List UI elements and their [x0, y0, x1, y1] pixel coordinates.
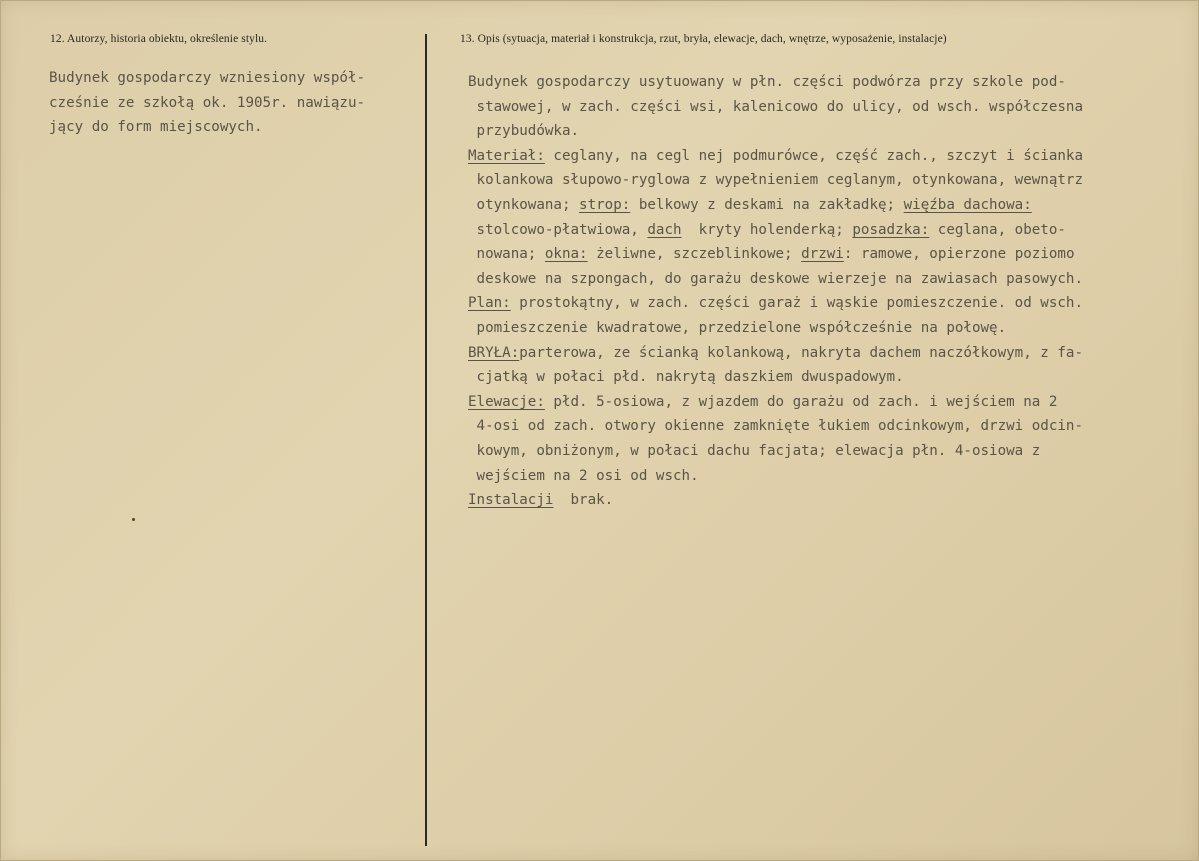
field-text: przybudówka.	[468, 123, 580, 140]
description-line	[468, 144, 1083, 169]
field-text: żeliwne, szczeblinkowe;	[587, 246, 802, 263]
history-line: jący do form miejscowych.	[49, 119, 263, 136]
field-label: więźba dachowa:	[903, 196, 1032, 213]
field-label: drzwi	[801, 246, 844, 263]
description-line	[468, 95, 1083, 120]
description-line	[468, 365, 1083, 390]
history-line: cześnie ze szkołą ok. 1905r. nawiązu-	[49, 94, 366, 111]
field-text: ceglana, obeto-	[929, 221, 1066, 238]
description-line	[468, 414, 1083, 439]
field-text: płd. 5-osiowa, z wjazdem do garażu od zach. i wejściem na 2	[544, 393, 1058, 410]
description-line	[468, 341, 1083, 366]
field-label: Elewacje:	[468, 393, 545, 410]
description-text	[468, 70, 1083, 513]
field-text: wejściem na 2 osi od wsch.	[468, 467, 699, 484]
description-line	[468, 218, 1083, 243]
description-line	[468, 119, 1083, 144]
field-text: prostokątny, w zach. części garaż i wąskie pomieszczenie. od wsch.	[510, 295, 1084, 312]
description-line	[468, 168, 1083, 193]
field-text: parterowa, ze ścianką kolankową, nakryta dachem naczółkowym, z fa-	[519, 344, 1083, 361]
field-text: kryty holenderką;	[681, 221, 853, 238]
field-label: Materiał:	[468, 147, 545, 164]
field-label: strop:	[579, 196, 631, 213]
field-label: Plan:	[468, 295, 511, 312]
field-text: belkowy z deskami na zakładkę;	[630, 196, 904, 213]
history-line: Budynek gospodarczy wzniesiony współ-	[49, 70, 366, 86]
description-line	[468, 464, 1083, 489]
field-text: kolankowa słupowo-ryglowa z wypełnieniem ceglanym, otynkowana, wewnątrz	[468, 172, 1083, 189]
section-12-header: 12. Autorzy, historia obiektu, określenie stylu.	[50, 33, 268, 45]
paper-speck	[132, 518, 135, 521]
description-line	[468, 291, 1083, 316]
description-line	[468, 242, 1083, 267]
field-text: nowana;	[468, 246, 545, 263]
field-text: Budynek gospodarczy usytuowany w płn. części podwórza przy szkole pod-	[468, 74, 1066, 90]
field-label: okna:	[544, 246, 588, 263]
field-label: dach	[647, 221, 682, 238]
description-line	[468, 193, 1083, 218]
field-text: 4-osi od zach. otwory okienne zamknięte łukiem odcinkowym, drzwi odcin-	[468, 418, 1083, 435]
field-text: pomieszczenie kwadratowe, przedzielone współcześnie na połowę.	[468, 319, 1007, 336]
field-label: BRYŁA:	[468, 344, 520, 361]
field-label: Instalacji	[468, 492, 554, 509]
field-text: stawowej, w zach. części wsi, kalenicowo do ulicy, od wsch. współczesna	[468, 98, 1083, 115]
field-text: kowym, obniżonym, w połaci dachu facjata; elewacja płn. 4-osiowa z	[468, 442, 1041, 459]
field-text: brak.	[553, 492, 614, 509]
history-text	[49, 66, 365, 140]
description-line	[468, 316, 1083, 341]
column-divider	[425, 34, 427, 846]
field-text: otynkowana;	[468, 196, 580, 213]
description-line	[468, 267, 1083, 292]
section-13-header: 13. Opis (sytuacja, materiał i konstrukcja, rzut, bryła, elewacje, dach, wnętrze, wyposażenie, instalacje)	[460, 33, 947, 45]
description-line	[468, 390, 1083, 415]
description-line	[468, 70, 1083, 95]
field-text: ceglany, na cegl nej podmurówce, część zach., szczyt i ścianka	[544, 147, 1083, 164]
field-text: : ramowe, opierzone poziomo	[843, 246, 1075, 263]
description-line	[468, 488, 1083, 513]
field-text: stolcowo-płatwiowa,	[468, 221, 648, 238]
description-line	[468, 439, 1083, 464]
field-label: posadzka:	[852, 221, 930, 238]
field-text: deskowe na szpongach, do garażu deskowe wierzeje na zawiasach pasowych.	[468, 270, 1083, 287]
field-text: cjatką w połaci płd. nakrytą daszkiem dwuspadowym.	[468, 369, 904, 386]
